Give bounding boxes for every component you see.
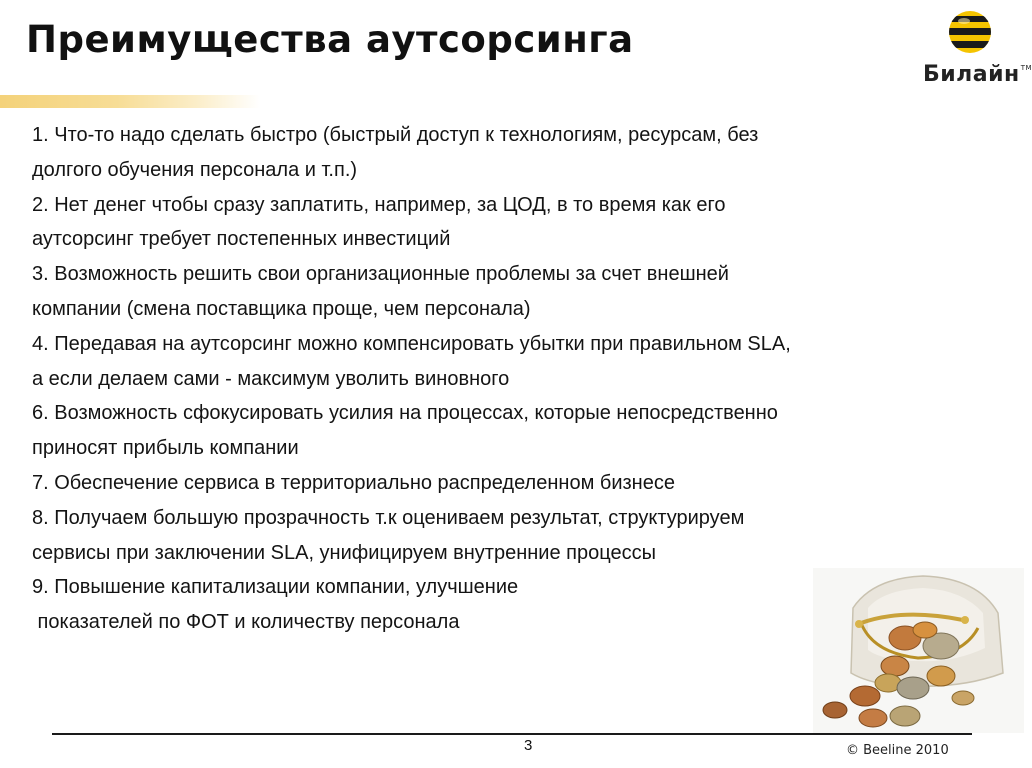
- list-item-line: 7. Обеспечение сервиса в территориально распределенном бизнесе: [32, 471, 675, 494]
- slide-title: Преимущества аутсорсинга: [26, 18, 634, 61]
- coin-purse-icon: [813, 568, 1024, 733]
- list-item: [32, 501, 992, 571]
- list-item-line: долгого обучения персонала и т.п.): [32, 158, 358, 181]
- list-item-line: сервисы при заключении SLA, унифицируем внутренние процессы: [32, 541, 656, 564]
- copyright-notice: © Beeline 2010: [846, 743, 949, 758]
- list-item: [32, 466, 992, 501]
- list-item-line: приносят прибыль компании: [32, 437, 299, 460]
- beeline-logo: [918, 8, 1032, 87]
- trademark-mark: TM: [1020, 64, 1032, 72]
- advantages-list: [32, 118, 992, 640]
- list-item: [32, 188, 992, 258]
- list-item-line: 3. Возможность решить свои организационные проблемы за счет внешней: [32, 263, 729, 286]
- list-item-line: 1. Что-то надо сделать быстро (быстрый доступ к технологиям, ресурсам, без: [32, 124, 759, 146]
- title-accent-bar: [0, 95, 260, 108]
- list-item: [32, 327, 992, 397]
- beeline-wordmark-text: Билайн: [923, 62, 1020, 87]
- list-item-line: 9. Повышение капитализации компании, улучшение: [32, 576, 519, 599]
- list-item-line: а если делаем сами - максимум уволить виновного: [32, 367, 510, 390]
- list-item-line: 8. Получаем большую прозрачность т.к оцениваем результат, структурируем: [32, 506, 745, 529]
- page-number: 3: [524, 737, 533, 754]
- list-item-line: 4. Передавая на аутсорсинг можно компенсировать убытки при правильном SLA,: [32, 332, 791, 355]
- list-item-line: 6. Возможность сфокусировать усилия на процессах, которые непосредственно: [32, 402, 778, 425]
- beeline-striped-ball-icon: [918, 8, 1022, 64]
- footer-divider: [52, 733, 972, 735]
- list-item-line: показателей по ФОТ и количеству персонала: [32, 611, 460, 634]
- list-item-line: 2. Нет денег чтобы сразу заплатить, например, за ЦОД, в то время как его: [32, 193, 726, 216]
- list-item: [32, 257, 992, 327]
- list-item: [32, 118, 992, 188]
- beeline-wordmark: [923, 62, 1032, 87]
- list-item: [32, 396, 992, 466]
- list-item-line: аутсорсинг требует постепенных инвестиций: [32, 228, 451, 251]
- list-item-line: компании (смена поставщика проще, чем персонала): [32, 297, 531, 320]
